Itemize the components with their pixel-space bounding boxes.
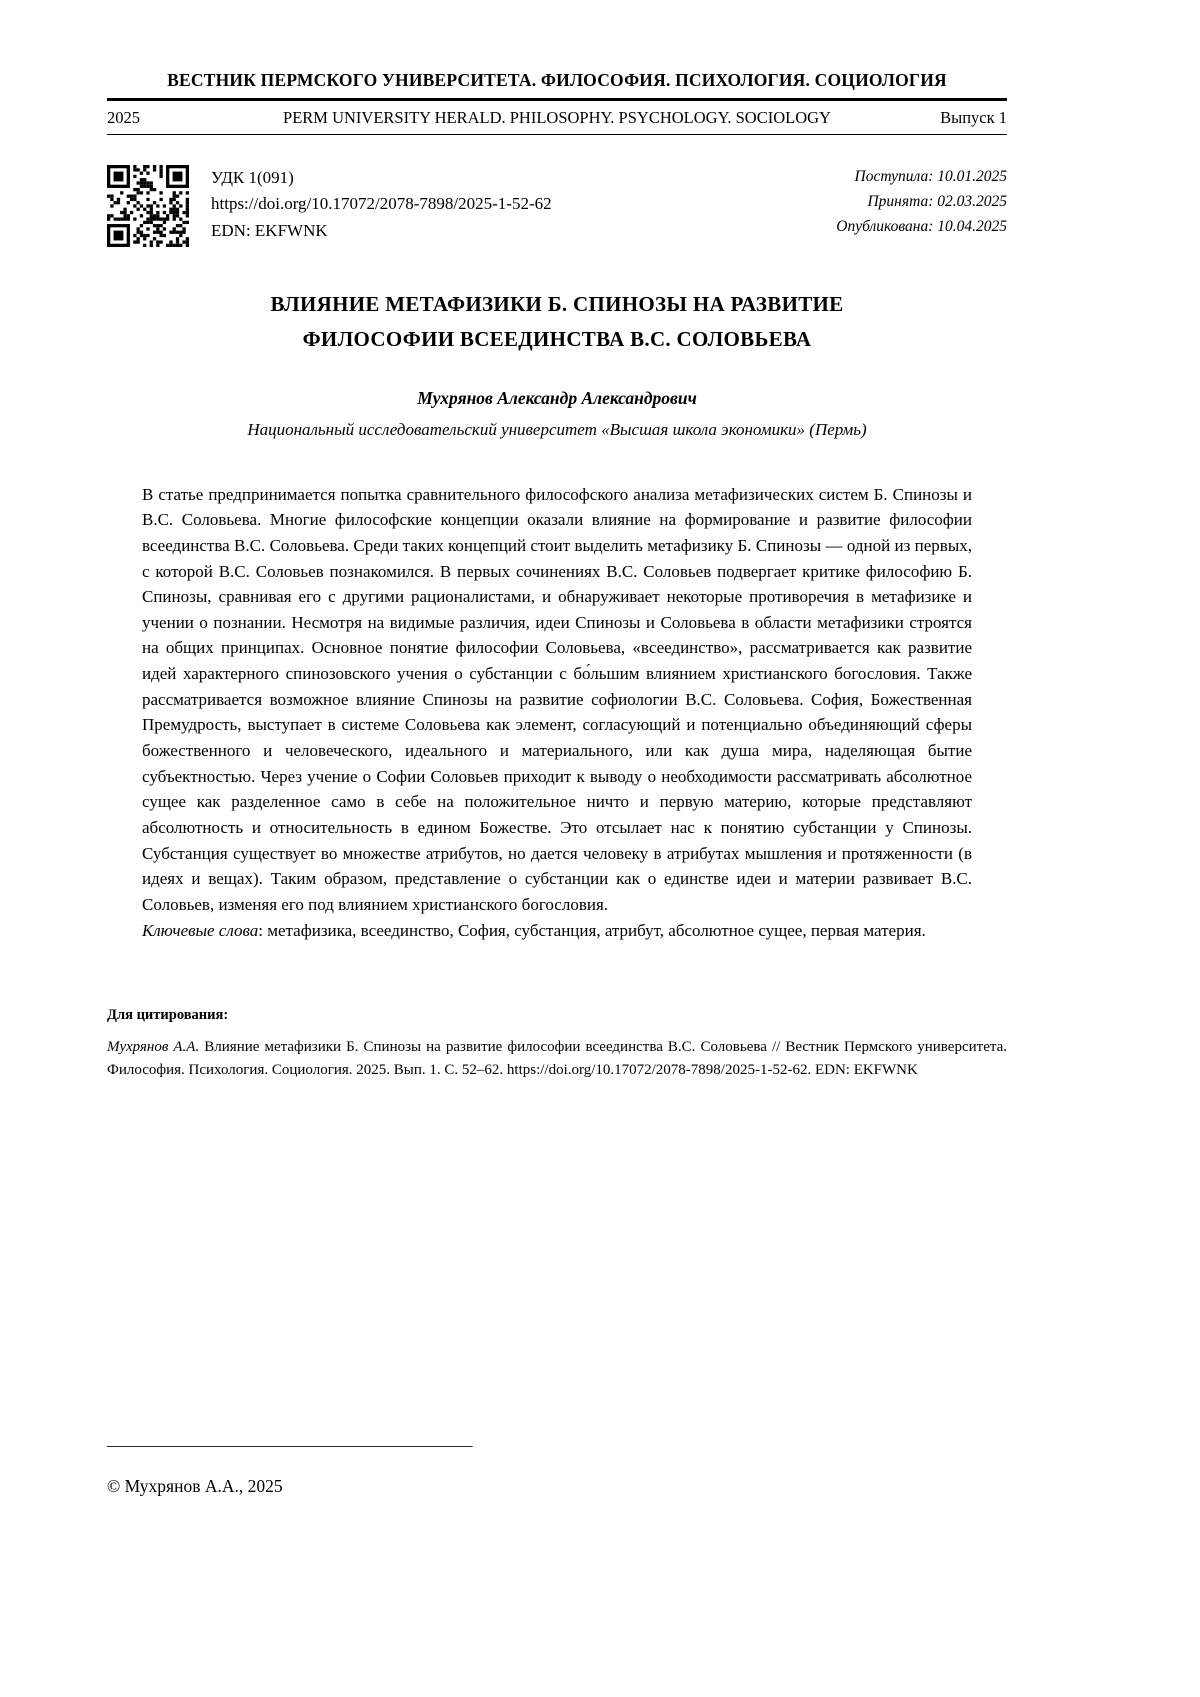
keywords-list: : метафизика, всеединство, София, субстанция, атрибут, абсолютное сущее, первая материя. — [258, 920, 926, 940]
article-meta-row — [107, 165, 1007, 247]
received-date: Поступила: 10.01.2025 — [854, 168, 1007, 185]
copyright-notice: © Мухрянов А.А., 2025 — [107, 1476, 283, 1496]
article-affiliation: Национальный исследовательский университет «Высшая школа экономики» (Пермь) — [247, 419, 867, 439]
keywords-label: Ключевые слова — [142, 920, 259, 940]
article-keywords — [142, 918, 972, 944]
qr-code-icon — [107, 165, 189, 247]
article-title-line1: ВЛИЯНИЕ МЕТАФИЗИКИ Б. СПИНОЗЫ НА РАЗВИТИЕ — [270, 292, 844, 316]
header-rule-thick — [107, 98, 1007, 101]
journal-header — [107, 70, 1007, 135]
citation-text — [107, 1036, 1007, 1081]
citation-body: Влияние метафизики Б. Спинозы на развитие философии всеединства В.С. Соловьева // Вестник Пермского университета. Философия. Психология. Социология. 2025. Вып. 1. С. 52–62. https://doi.org/10.17072/2078-7898/2025-1-52-62. EDN: EKFWNK — [107, 1039, 1008, 1078]
published-date: Опубликована: 10.04.2025 — [836, 217, 1007, 235]
doi-link[interactable]: https://doi.org/10.17072/2078-7898/2025-1-52-62 — [211, 194, 552, 214]
page-footer — [107, 1430, 473, 1497]
citation-label: Для цитирования: — [107, 1007, 229, 1024]
header-year: 2025 — [107, 108, 140, 127]
article-abstract: В статье предпринимается попытка сравнительного философского анализа метафизических систем Б. Спинозы и В.С. Соловьева. Многие философские концепции оказали влияние на формирование и развитие философии всеединства В.С. Соловьева. Среди таких концепций стоит выделить метафизику Б. Спинозы — одной из первых, с которой В.С. Соловьев познакомился. В первых сочинениях В.С. Соловьев подвергает критике философию Б. Спинозы, сравнивая его с другими рационалистами, и обнаруживает некоторые противоречия в метафизике и учении о познании. Несмотря на видимые различия, идеи Спинозы и Соловьева в области метафизики строятся на общих принципах. Основное понятие философии Соловьева, «всеединство», рассматривается как развитие идей характерного спинозовского учения о субстанции с бо́льшим влиянием христианского богословия. Также рассматривается возможное влияние Спинозы на развитие софиологии В.С. Соловьева. София, Божественная Премудрость, выступает в системе Соловьева как элемент, согласующий и потенциально объединяющий сферы божественного и человеческого, идеального и материального, или как душа мира, наделяющая бытие субъектностью. Через учение о Софии Соловьев приходит к выводу о необходимости рассматривать абсолютное сущее как разделенное само в себе на положительное ничто и первую материю, которые представляют абсолютность и относительность в едином Божестве. Это отсылает нас к понятию субстанции у Спинозы. Субстанция существует во множестве атрибутов, но дается человеку в атрибутах мышления и протяженности (в идеях и вещах). Таким образом, представление о субстанции как о единстве идеи и материи развивает В.С. Соловьев, изменяя его под влиянием христианского богословия. — [142, 484, 972, 915]
article-dates — [836, 165, 1007, 239]
edn-number: EDN: EKFWNK — [211, 220, 328, 240]
article-identifiers — [211, 165, 552, 244]
header-rule-thin — [107, 134, 1007, 135]
udc-number: УДК 1(091) — [211, 168, 294, 187]
header-issue: Выпуск 1 — [940, 108, 1007, 127]
footer-rule: ___________________________________________ — [107, 1430, 473, 1449]
article-title — [107, 287, 1007, 358]
journal-title-en: PERM UNIVERSITY HERALD. PHILOSOPHY. PSYCHOLOGY. SOCIOLOGY — [283, 108, 831, 127]
accepted-date: Принята: 02.03.2025 — [867, 192, 1007, 210]
journal-title-ru: ВЕСТНИК ПЕРМСКОГО УНИВЕРСИТЕТА. ФИЛОСОФИЯ. ПСИХОЛОГИЯ. СОЦИОЛОГИЯ — [167, 70, 947, 90]
article-author: Мухрянов Александр Александрович — [417, 387, 697, 408]
citation-author: Мухрянов А.А. — [107, 1039, 200, 1056]
article-title-line2: ФИЛОСОФИИ ВСЕЕДИНСТВА В.С. СОЛОВЬЕВА — [302, 327, 812, 352]
journal-header-row — [107, 108, 1007, 128]
